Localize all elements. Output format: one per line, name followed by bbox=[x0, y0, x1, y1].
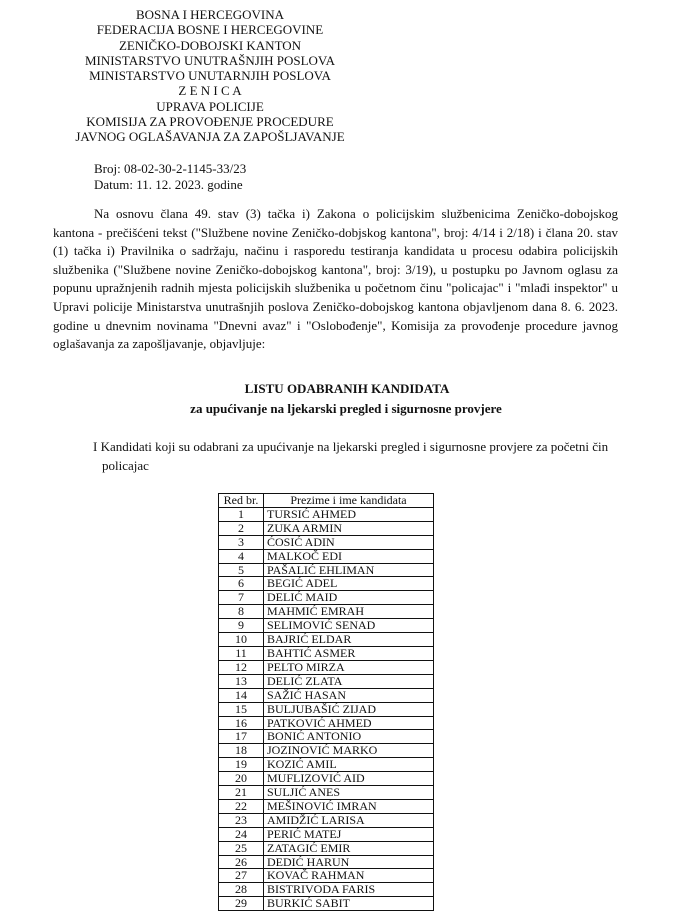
candidate-name: BEGIĆ ADEL bbox=[264, 577, 434, 591]
header-line-federation: FEDERACIJA BOSNE I HERCEGOVINE bbox=[96, 22, 324, 38]
row-number: 18 bbox=[219, 744, 264, 758]
candidate-name: PERIĆ MATEJ bbox=[264, 827, 434, 841]
column-header-number: Red br. bbox=[219, 494, 264, 508]
candidate-name: KOVAČ RAHMAN bbox=[264, 869, 434, 883]
section-heading-rank: policajac bbox=[102, 458, 149, 473]
document-header bbox=[40, 7, 380, 145]
candidate-name: DEDIĆ HARUN bbox=[264, 855, 434, 869]
section-heading-line: I Kandidati koji su odabrani za upućivanje na ljekarski pregled i sigurnosne provjere za početni čin bbox=[93, 439, 609, 454]
row-number: 8 bbox=[219, 605, 264, 619]
header-line-commission-cont: JAVNOG OGLAŠAVANJA ZA ZAPOŠLJAVANJE bbox=[75, 129, 345, 145]
candidate-name: PELTO MIRZA bbox=[264, 660, 434, 674]
row-number: 9 bbox=[219, 619, 264, 633]
candidate-name: MUFLIZOVIĆ AID bbox=[264, 772, 434, 786]
row-number: 26 bbox=[219, 855, 264, 869]
candidate-name: ĆOSIĆ ADIN bbox=[264, 535, 434, 549]
header-line-ministry-alt: MINISTARSTVO UNUTARNJIH POSLOVA bbox=[89, 68, 331, 84]
row-number: 27 bbox=[219, 869, 264, 883]
row-number: 24 bbox=[219, 827, 264, 841]
candidates-table bbox=[218, 493, 434, 911]
table-row bbox=[219, 563, 434, 577]
row-number: 20 bbox=[219, 772, 264, 786]
column-header-name: Prezime i ime kandidata bbox=[264, 494, 434, 508]
table-row bbox=[219, 507, 434, 521]
row-number: 14 bbox=[219, 688, 264, 702]
table-row bbox=[219, 744, 434, 758]
table-row bbox=[219, 702, 434, 716]
header-line-city: Z E N I C A bbox=[178, 83, 242, 99]
candidate-name: ZATAGIĆ EMIR bbox=[264, 841, 434, 855]
table-row bbox=[219, 549, 434, 563]
table-row bbox=[219, 897, 434, 911]
table-row bbox=[219, 605, 434, 619]
table-header-row bbox=[219, 494, 434, 508]
row-number: 2 bbox=[219, 521, 264, 535]
row-number: 19 bbox=[219, 758, 264, 772]
candidate-name: AMIDŽIĆ LARISA bbox=[264, 813, 434, 827]
table-body bbox=[219, 507, 434, 910]
reference-block bbox=[94, 161, 246, 192]
table-row bbox=[219, 619, 434, 633]
row-number: 16 bbox=[219, 716, 264, 730]
table-row bbox=[219, 869, 434, 883]
header-line-commission: KOMISIJA ZA PROVOĐENJE PROCEDURE bbox=[86, 114, 334, 130]
reference-date: Datum: 11. 12. 2023. godine bbox=[94, 176, 243, 192]
row-number: 7 bbox=[219, 591, 264, 605]
section-heading bbox=[93, 437, 633, 475]
table-row bbox=[219, 521, 434, 535]
row-number: 11 bbox=[219, 646, 264, 660]
candidate-name: BAJRIĆ ELDAR bbox=[264, 633, 434, 647]
candidate-name: ZUKA ARMIN bbox=[264, 521, 434, 535]
table-row bbox=[219, 716, 434, 730]
table-row bbox=[219, 841, 434, 855]
table-row bbox=[219, 577, 434, 591]
row-number: 15 bbox=[219, 702, 264, 716]
row-number: 5 bbox=[219, 563, 264, 577]
candidate-name: TURSIĆ AHMED bbox=[264, 507, 434, 521]
table-row bbox=[219, 730, 434, 744]
candidate-name: MALKOČ EDI bbox=[264, 549, 434, 563]
header-line-country: BOSNA I HERCEGOVINA bbox=[135, 7, 285, 22]
row-number: 23 bbox=[219, 813, 264, 827]
table-row bbox=[219, 688, 434, 702]
candidate-name: DELIĆ ZLATA bbox=[264, 674, 434, 688]
candidate-name: BISTRIVODA FARIS bbox=[264, 883, 434, 897]
document-title: LISTU ODABRANIH KANDIDATA bbox=[244, 381, 450, 396]
table-row bbox=[219, 646, 434, 660]
candidate-name: BAHTIĆ ASMER bbox=[264, 646, 434, 660]
table-row bbox=[219, 883, 434, 897]
header-line-police-admin: UPRAVA POLICIJE bbox=[156, 98, 264, 114]
candidate-name: BULJUBAŠIĆ ZIJAD bbox=[264, 702, 434, 716]
row-number: 6 bbox=[219, 577, 264, 591]
table-row bbox=[219, 813, 434, 827]
table-row bbox=[219, 786, 434, 800]
candidate-name: SELIMOVIĆ SENAD bbox=[264, 619, 434, 633]
candidate-name: SULJIĆ ANES bbox=[264, 786, 434, 800]
document-subtitle: za upućivanje na ljekarski pregled i sigurnosne provjere bbox=[190, 401, 502, 416]
table-row bbox=[219, 674, 434, 688]
row-number: 1 bbox=[219, 507, 264, 521]
reference-number: Broj: 08-02-30-2-1145-33/23 bbox=[94, 161, 247, 176]
candidate-name: PATKOVIĆ AHMED bbox=[264, 716, 434, 730]
row-number: 22 bbox=[219, 799, 264, 813]
table-row bbox=[219, 660, 434, 674]
header-line-canton: ZENIČKO-DOBOJSKI KANTON bbox=[118, 37, 302, 53]
candidate-name: MEŠINOVIĆ IMRAN bbox=[264, 799, 434, 813]
candidate-name: DELIĆ MAID bbox=[264, 591, 434, 605]
row-number: 17 bbox=[219, 730, 264, 744]
table-row bbox=[219, 855, 434, 869]
row-number: 12 bbox=[219, 660, 264, 674]
document-title-block bbox=[0, 379, 692, 419]
row-number: 21 bbox=[219, 786, 264, 800]
table-row bbox=[219, 591, 434, 605]
row-number: 13 bbox=[219, 674, 264, 688]
table-row bbox=[219, 535, 434, 549]
candidate-name: BONIĆ ANTONIO bbox=[264, 730, 434, 744]
candidate-name: JOZINOVIĆ MARKO bbox=[264, 744, 434, 758]
table-row bbox=[219, 772, 434, 786]
row-number: 28 bbox=[219, 883, 264, 897]
candidate-name: PAŠALIĆ EHLIMAN bbox=[264, 563, 434, 577]
table-row bbox=[219, 633, 434, 647]
table-row bbox=[219, 799, 434, 813]
candidate-name: SAŽIĆ HASAN bbox=[264, 688, 434, 702]
row-number: 29 bbox=[219, 897, 264, 911]
row-number: 4 bbox=[219, 549, 264, 563]
row-number: 3 bbox=[219, 535, 264, 549]
candidate-name: BURKIĆ SABIT bbox=[264, 897, 434, 911]
table-row bbox=[219, 827, 434, 841]
row-number: 25 bbox=[219, 841, 264, 855]
intro-paragraph: Na osnovu člana 49. stav (3) tačka i) Zakona o policijskim službenicima Zeničko-dobojskog kantona - prečišćeni tekst ("Službene novine Zeničko-dobjskog kantona", broj: 4/14 i 2/18) i člana 20. stav (1) tačka i) Pravilnika o sadržaju, načinu i rasporedu testiranja kandidata u procesu odabira policijskih službenika ("Službene novine Zeničko-dobojskog kantona", broj: 3/19), u postupku po Javnom oglasu za popunu upražnjenih radnih mjesta policijskih službenika u početnom činu "policajac" i "mlađi inspektor" u Upravi policije Ministarstva unutrašnjih poslova Zeničko-dobojskog kantona objavljenom dana 8. 6. 2023. godine u dnevnim novinama "Dnevni avaz" i "Oslobođenje", Komisija za provođenje procedure javnog oglašavanja za zapošljavanje, objavljuje: bbox=[53, 206, 618, 352]
candidate-name: KOZIĆ AMIL bbox=[264, 758, 434, 772]
table-row bbox=[219, 758, 434, 772]
candidate-name: MAHMIĆ EMRAH bbox=[264, 605, 434, 619]
row-number: 10 bbox=[219, 633, 264, 647]
header-line-ministry: MINISTARSTVO UNUTRAŠNJIH POSLOVA bbox=[84, 52, 336, 68]
